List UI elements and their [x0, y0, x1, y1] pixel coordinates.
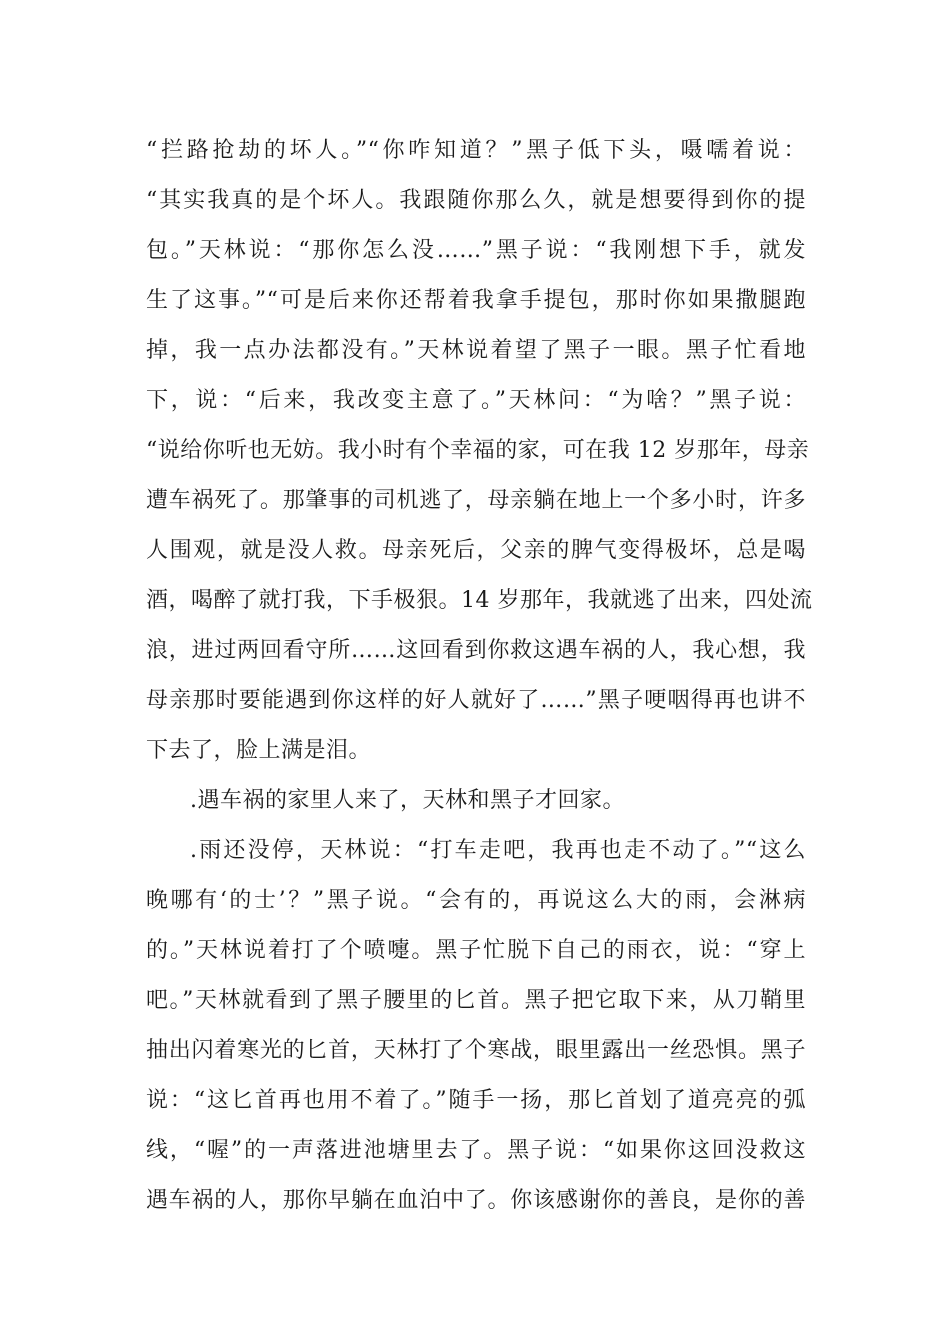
- text-line: “其实我真的是个坏人。我跟随你那么久，就是想要得到你的提: [146, 188, 806, 213]
- text-line: 母亲那时要能遇到你这样的好人就好了……”黑子哽咽得再也讲不: [146, 688, 806, 713]
- paragraph-line: .遇车祸的家里人来了，天林和黑子才回家。: [190, 788, 625, 813]
- text-line: 下，说：“后来，我改变主意了。”天林问：“为啥？”黑子说：: [146, 388, 806, 413]
- text-line: “拦路抢劫的坏人。”“你咋知道？”黑子低下头，嗫嚅着说：: [146, 138, 806, 163]
- article-body: [146, 126, 813, 1226]
- text-line: 遇车祸的人，那你早躺在血泊中了。你该感谢你的善良，是你的善: [146, 1188, 806, 1213]
- text-line: 生了这事。”“可是后来你还帮着我拿手提包，那时你如果撒腿跑: [146, 288, 806, 313]
- text-line: 说：“这匕首再也用不着了。”随手一扬，那匕首划了道亮亮的弧: [146, 1088, 806, 1113]
- text-line: 晚哪有‘的士’？”黑子说。“会有的，再说这么大的雨，会淋病: [146, 888, 806, 913]
- paragraph-end-line: 下去了，脸上满是泪。: [146, 738, 372, 763]
- text-line: 线，“喔”的一声落进池塘里去了。黑子说：“如果你这回没救这: [146, 1138, 806, 1163]
- paragraph-start-line: .雨还没停，天林说：“打车走吧，我再也走不动了。”“这么: [190, 838, 806, 863]
- text-line: 遭车祸死了。那肇事的司机逃了，母亲躺在地上一个多小时，许多: [146, 488, 806, 513]
- text-line: 掉，我一点办法都没有。”天林说着望了黑子一眼。黑子忙看地: [146, 338, 806, 363]
- text-line: “说给你听也无妨。我小时有个幸福的家，可在我 12 岁那年，母亲: [146, 438, 810, 463]
- text-line: 吧。”天林就看到了黑子腰里的匕首。黑子把它取下来，从刀鞘里: [146, 988, 806, 1013]
- text-line: 抽出闪着寒光的匕首，天林打了个寒战，眼里露出一丝恐惧。黑子: [146, 1038, 806, 1063]
- text-line: 人围观，就是没人救。母亲死后，父亲的脾气变得极坏，总是喝: [146, 538, 806, 563]
- text-line: 的。”天林说着打了个喷嚏。黑子忙脱下自己的雨衣，说：“穿上: [146, 938, 806, 963]
- text-line: 浪，进过两回看守所……这回看到你救这遇车祸的人，我心想，我: [146, 638, 806, 663]
- text-line: 酒，喝醉了就打我，下手极狠。14 岁那年，我就逃了出来，四处流: [146, 588, 813, 613]
- text-line: 包。”天林说：“那你怎么没……”黑子说：“我刚想下手，就发: [146, 238, 806, 263]
